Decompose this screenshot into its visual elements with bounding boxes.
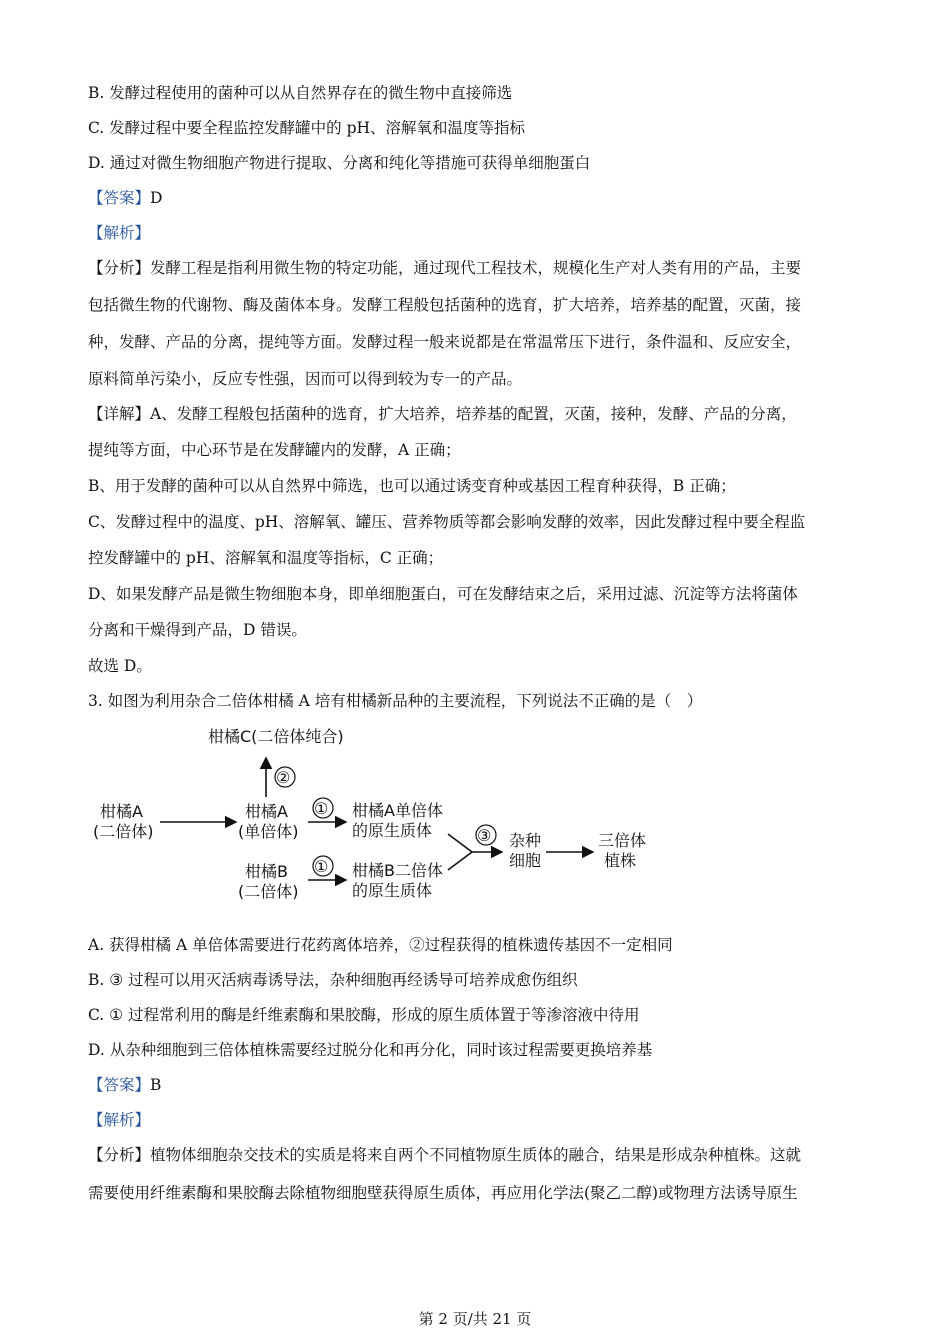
step2-label: ② bbox=[276, 768, 291, 787]
q3-analysis-tag: 【解析】 bbox=[88, 1111, 151, 1129]
citrus-b-ploidy: (二倍体) bbox=[238, 882, 299, 901]
proto-b-line1: 柑橘B二倍体 bbox=[352, 861, 443, 880]
fenxi-tag: 【分析】 bbox=[88, 259, 151, 277]
citrus-c-label: 柑橘C(二倍体纯合) bbox=[208, 727, 344, 746]
q2-xiangjie-c2: 控发酵罐中的 pH、溶解氧和温度等指标，C 正确； bbox=[88, 549, 444, 567]
proto-a-line2: 的原生质体 bbox=[352, 821, 433, 840]
q3-fenxi-line-2: 需要使用纤维素酶和果胶酶去除植物细胞壁获得原生质体，再应用化学法(聚乙二醇)或物理方法诱导原生 bbox=[88, 1184, 798, 1202]
answer-tag: 【答案】 bbox=[88, 1076, 151, 1094]
q2-xiangjie-c1: C、发酵过程中的温度、pH、溶解氧、罐压、营养物质等都会影响发酵的效率，因此发酵过程中要全程监 bbox=[88, 513, 806, 531]
q3-option-a: A. 获得柑橘 A 单倍体需要进行花药离体培养，②过程获得的植株遗传基因不一定相同 bbox=[88, 936, 673, 954]
step1a-label: ① bbox=[314, 799, 329, 818]
proto-a-line1: 柑橘A单倍体 bbox=[352, 801, 443, 820]
q2-xiangjie-d2: 分离和干燥得到产品，D 错误。 bbox=[88, 621, 307, 639]
hybrid-line2: 细胞 bbox=[509, 851, 542, 870]
q2-xiangjie-a1 bbox=[88, 404, 797, 424]
q2-xiangjie-a2: 提纯等方面，中心环节是在发酵罐内的发酵，A 正确； bbox=[88, 441, 461, 459]
triploid-line2: 植株 bbox=[604, 851, 637, 870]
q3-stem: 3. 如图为利用杂合二倍体柑橘 A 培有柑橘新品种的主要流程，下列说法不正确的是（ ） bbox=[88, 692, 703, 710]
q2-conclusion: 故选 D。 bbox=[88, 657, 152, 675]
q3-fenxi-line-1 bbox=[88, 1145, 801, 1165]
q3-option-b: B. ③ 过程可以用灭活病毒诱导法，杂种细胞再经诱导可培养成愈伤组织 bbox=[88, 971, 578, 989]
citrus-a-haploid-ploidy: (单倍体) bbox=[238, 822, 299, 841]
q2-xiangjie-b: B、用于发酵的菌种可以从自然界中筛选，也可以通过诱变育种或基因工程育种获得，B 正确； bbox=[88, 477, 736, 495]
step1b-label: ① bbox=[314, 857, 329, 876]
xiangjie-text: A、发酵工程般包括菌种的选育，扩大培养，培养基的配置，灭菌，接种，发酵、产品的分离， bbox=[150, 405, 797, 423]
q2-fenxi-line-1 bbox=[88, 258, 801, 278]
q2-answer bbox=[88, 188, 162, 208]
hybrid-line1: 杂种 bbox=[509, 831, 542, 850]
q2-fenxi-line-3: 种，发酵、产品的分离，提纯等方面。发酵过程一般来说都是在常温常压下进行，条件温和、反应安全， bbox=[88, 333, 802, 351]
answer-tag: 【答案】 bbox=[88, 189, 151, 207]
citrus-b-name: 柑橘B bbox=[245, 862, 288, 881]
fenxi-text: 植物体细胞杂交技术的实质是将来自两个不同植物原生质体的融合，结果是形成杂种植株。这就 bbox=[150, 1146, 802, 1164]
citrus-a-ploidy: (二倍体) bbox=[93, 822, 154, 841]
page-footer: 第 2 页/共 21 页 bbox=[418, 1310, 532, 1328]
q3-option-c: C. ① 过程常利用的酶是纤维素酶和果胶酶，形成的原生质体置于等渗溶液中待用 bbox=[88, 1006, 640, 1024]
citrus-a-name: 柑橘A bbox=[100, 802, 143, 821]
q2-fenxi-line-4: 原料简单污染小，反应专性强，因而可以得到较为专一的产品。 bbox=[88, 370, 523, 388]
citrus-a-haploid-name: 柑橘A bbox=[245, 802, 288, 821]
fenxi-tag: 【分析】 bbox=[88, 1146, 151, 1164]
triploid-line1: 三倍体 bbox=[598, 831, 647, 850]
fusion-bracket bbox=[448, 834, 472, 870]
q2-xiangjie-d1: D、如果发酵产品是微生物细胞本身，即单细胞蛋白，可在发酵结束之后，采用过滤、沉淀等方法将菌体 bbox=[88, 585, 798, 603]
q3-flow-diagram bbox=[88, 722, 688, 912]
xiangjie-tag: 【详解】 bbox=[88, 405, 151, 423]
q2-option-b: B. 发酵过程使用的菌种可以从自然界存在的微生物中直接筛选 bbox=[88, 84, 513, 102]
q2-analysis-tag: 【解析】 bbox=[88, 224, 151, 242]
fenxi-text: 发酵工程是指利用微生物的特定功能，通过现代工程技术，规模化生产对人类有用的产品，主要 bbox=[150, 259, 802, 277]
answer-value: D bbox=[150, 189, 163, 207]
q3-option-d: D. 从杂种细胞到三倍体植株需要经过脱分化和再分化，同时该过程需要更换培养基 bbox=[88, 1041, 653, 1059]
q2-option-c: C. 发酵过程中要全程监控发酵罐中的 pH、溶解氧和温度等指标 bbox=[88, 119, 526, 137]
q2-fenxi-line-2: 包括微生物的代谢物、酶及菌体本身。发酵工程般包括菌种的选育，扩大培养，培养基的配置，灭菌，接 bbox=[88, 296, 802, 314]
q3-answer bbox=[88, 1075, 161, 1095]
step3-label: ③ bbox=[477, 826, 492, 845]
q2-option-d: D. 通过对微生物细胞产物进行提取、分离和纯化等措施可获得单细胞蛋白 bbox=[88, 154, 591, 172]
answer-value: B bbox=[150, 1076, 162, 1094]
proto-b-line2: 的原生质体 bbox=[352, 881, 433, 900]
